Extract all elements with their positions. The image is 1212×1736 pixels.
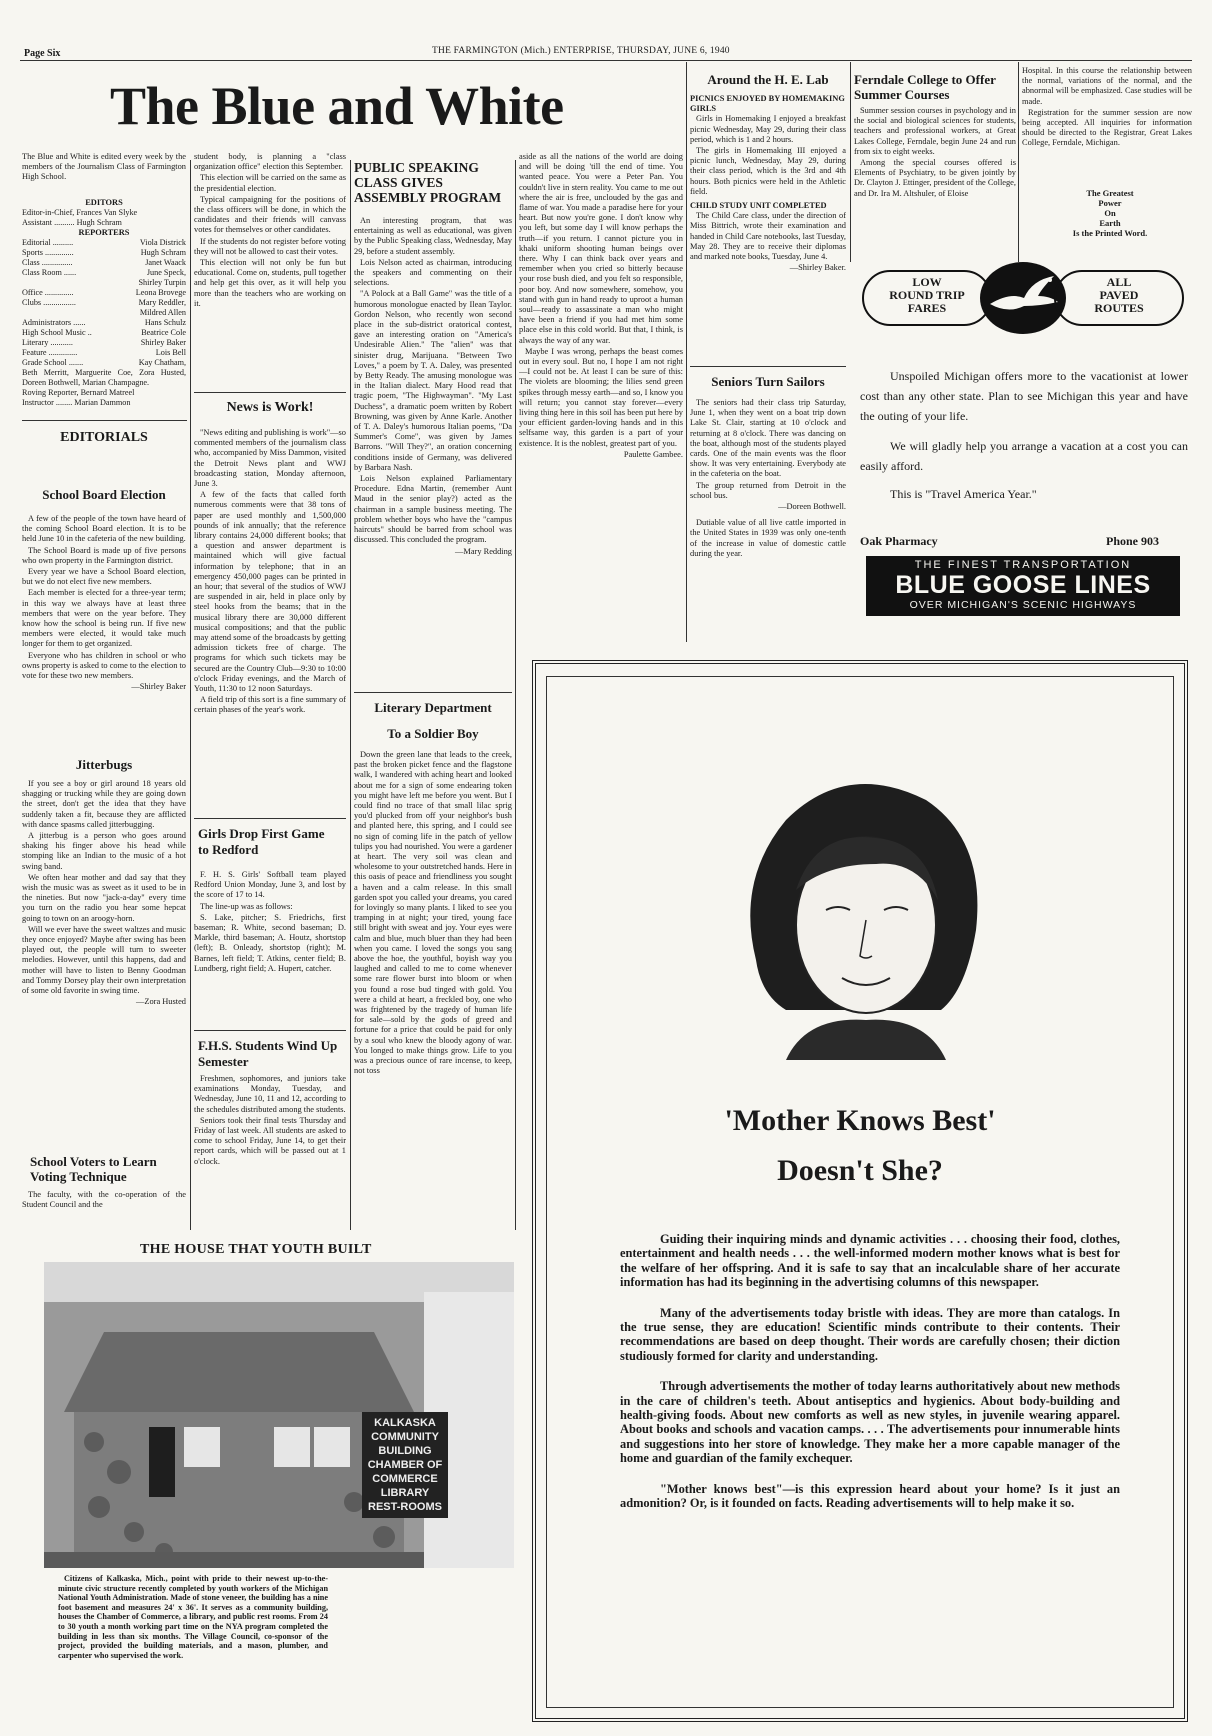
sign-line-3: BUILDING	[378, 1445, 432, 1457]
he-lab-body	[690, 94, 846, 362]
jitterbugs-body	[22, 779, 186, 1151]
literary-p1: Down the green lane that leads to the creek, past the broken picket fence and the flagstone walk, I wandered with aching heart and looked about me for a sign of some endearing token you might have left me before you went. But I could find no trace of that small lilac sprig you'd plucked from off your neighbor's bush and planted here, this spring, and I could see no sign of coming life in the patch of yellow tulips you had nourished. You were a gardener at heart. The very soil was clean and wholesome to your outstretched hands. Here in this oasis of peace and friendliness you sought a haven and a calm release. In this small garden spot you called your dreams, you cared for lovingly so many plants. I liked to see you tramping in at night; your tired, young face still bright with sweat and joy. Your eyes were calm and blue, much bluer than they had been when you came. I loved the songs you sang above the hoe, the youthful, boyish way you laughed and called to me to come whenever some rare flower burst into bloom or when you found a rose bud tinged with gold. You were a child at heart, a freckled boy, one who was frightened by the tragedy of human life for sale—sold by the gods of greed and fortune for a price that could be paid for only by a soul who knew the bloody agony of war. You longed to make things grow. Life to you was a precious ounce of rare incense, to keep, not toss	[354, 750, 512, 1076]
paved-routes-line1: ALL	[1106, 275, 1132, 289]
grade-school-reporters: Beth Merritt, Marguerite Coe, Zora Husted, Doreen Bothwell, Marian Champagne.	[22, 368, 186, 387]
he-lab-p3: The Child Care class, under the direction of Miss Bittrich, wrote their examination and handed in Child Care notebooks, last Tuesday, May 28. They are to receive their diplomas and marked note books, Tuesday, June 4.	[690, 211, 846, 262]
mother-headline-1: 'Mother Knows Best'	[724, 1104, 996, 1137]
public-speaking-heading: PUBLIC SPEAKING CLASS GIVES ASSEMBLY PROGRAM	[354, 160, 502, 205]
bus-ad-p3: This is "Travel America Year."	[890, 487, 1037, 501]
paved-routes-line3: ROUTES	[1094, 301, 1144, 315]
he-lab-heading: Around the H. E. Lab	[707, 72, 829, 87]
fhs-wind-heading: F.H.S. Students Wind Up Semester	[198, 1038, 338, 1069]
seniors-p1: The seniors had their class trip Saturday, June 1, when they went on a boat trip down Lake St. Clair, starting at 10 o'clock and returning at 8 o'clock. There was dancing on the boat, although most of the students played cards. One of the main events was the floor show. It was very entertaining. Everybody ate in the cafeteria on the boat.	[690, 398, 846, 479]
bus-ad-p1: Unspoiled Michigan offers more to the vacationist at lower cost than any other state. Plan to see Michigan this year and have the outing of your life.	[860, 369, 1188, 423]
seniors-sig: —Doreen Bothwell.	[778, 502, 846, 512]
staff-row	[22, 358, 186, 368]
sign-line-2: COMMUNITY	[371, 1431, 439, 1443]
banner-bottom-line: OVER MICHIGAN'S SCENIC HIGHWAYS	[909, 599, 1137, 611]
staff-person: Hans Schulz	[144, 318, 186, 327]
sign-line-1: KALKASKA	[374, 1417, 436, 1429]
school-voters-heading: School Voters to Learn Voting Technique	[30, 1154, 157, 1184]
banner-top-line: THE FINEST TRANSPORTATION	[914, 559, 1132, 571]
girls-drop-heading: Girls Drop First Game to Redford	[198, 826, 325, 857]
girls-drop-p1: F. H. S. Girls' Softball team played Redford Union Monday, June 3, and lost by the score of 17 to 14.	[194, 870, 346, 900]
staff-role: Administrators ......	[22, 318, 86, 327]
public-speaking-p1: An interesting program, that was entertaining as well as educational, was given by the Public Speaking class, Wednesday, May 29, before a student assembly.	[354, 216, 512, 256]
youth-title: THE HOUSE THAT YOUTH BUILT	[140, 1242, 372, 1257]
staff-box	[22, 198, 186, 408]
he-lab-sig: —Shirley Baker.	[789, 263, 846, 273]
mother-ad-p4: "Mother knows best"—is this expression heard about your home? Is it just an admonition? Or, is it founded on facts. Reading advertisements will to help make it so.	[620, 1481, 1120, 1511]
blue-goose-banner	[866, 556, 1180, 616]
low-fares-line3: FARES	[907, 301, 947, 315]
public-speaking-p2: Lois Nelson acted as chairman, introducing the speakers and commenting on their selections.	[354, 257, 512, 288]
literary-body	[354, 750, 512, 1212]
staff-row	[22, 248, 186, 258]
editorials-heading: EDITORIALS	[60, 430, 148, 445]
fhs-wind-body	[194, 1074, 346, 1214]
staff-person: Janet Waack	[145, 258, 186, 267]
staff-role: Sports ..............	[22, 248, 74, 257]
jitterbugs-p1: If you see a boy or girl around 18 years old shagging or trucking while they are going down the street, don't get the idea that they have suddenly taken a fit, because they are afflicted with dance spasms called jitterbugging.	[22, 779, 186, 829]
staff-role: High School Music ..	[22, 328, 92, 337]
youth-photo	[44, 1262, 514, 1568]
col4-p2: Maybe I was wrong, perhaps the beast comes out in every soul. But no, I hope I am not right—I could not be. At least I can be sure of this: The violets are blooming; the lilies send green spikes through messy earth—and so, I know you will return; you cannot stay forever—every living thing here in this soil has been put here by your efficient garden-loving hands and in this selfsame way, this garden is a part of your existence. It is the noblest, greatest part of you.	[519, 346, 683, 448]
school-voters-body: The faculty, with the co-operation of the Student Council and the	[22, 1190, 186, 1210]
kalkaska-sign	[362, 1412, 448, 1518]
pharmacy-phone: Phone 903	[1106, 534, 1160, 548]
staff-row	[22, 338, 186, 348]
col2-p2: This election will be carried on the same as the presidential election.	[194, 173, 346, 193]
staff-person: Shirley Turpin	[138, 278, 186, 287]
seniors-body	[690, 398, 846, 638]
editor-in-chief: Editor-in-Chief, Frances Van Slyke	[22, 208, 138, 217]
staff-role: Literary ...........	[22, 338, 73, 347]
staff-intro: The Blue and White is edited every week by the members of the Journalism Class of Farmington High School.	[22, 152, 186, 182]
editors-heading: EDITORS	[85, 198, 123, 207]
literary-subheading: To a Soldier Boy	[387, 726, 479, 741]
col4-body	[519, 152, 683, 638]
literary-heading: Literary Department	[374, 700, 492, 715]
roving-reporter: Roving Reporter, Bernard Matreel	[22, 388, 135, 397]
school-board-p4: Each member is elected for a three-year term; in this way we always have at least three members that were on the year before. They know how the school is being run. If five new members were elected, it would take much longer for them to get organized.	[22, 588, 186, 649]
sign-line-6: LIBRARY	[380, 1487, 430, 1499]
news-work-p1: "News editing and publishing is work"—so commented members of the journalism class who, accompanied by Miss Dammon, visited the Detroit News plant and WWJ broadcasting station, Monday afternoon, June 3.	[194, 428, 346, 489]
slogan-line-4: Earth	[1099, 218, 1121, 228]
staff-person: Shirley Baker	[140, 338, 186, 347]
col4-sig: Paulette Gambee.	[623, 449, 683, 459]
staff-person: June Speck,	[146, 268, 186, 277]
ferndale-p1: Summer session courses in psychology and in the social and biological sciences for students, teachers and professional workers, at Great Lakes College, Ferndale, begin June 24 and run from six to eight weeks.	[854, 106, 1016, 156]
staff-role: Editorial ..........	[22, 238, 74, 247]
public-speaking-sig: —Mary Redding	[455, 546, 512, 556]
staff-row	[22, 328, 186, 338]
page-title: The Blue and White	[110, 76, 564, 136]
paved-routes-box	[1054, 270, 1184, 326]
jitterbugs-p2: A jitterbug is a person who goes around shaking his finger above his head while stomping like an Indian to the music of a hot swing band.	[22, 831, 186, 871]
bus-ad	[854, 262, 1192, 634]
staff-row	[22, 308, 186, 318]
staff-row	[22, 268, 186, 278]
masthead-line: THE FARMINGTON (Mich.) ENTERPRISE, THURSDAY, JUNE 6, 1940	[432, 46, 730, 56]
mother-ad-p3: Through advertisements the mother of today learns authoritatively about new methods in the care of children's teeth. About antiseptics and hygienics. About body-building and health-giving foods. About new comforts as well as new styles, in juvenile wearing apparel. About books and schools and vacation camps. . . . The advertisements pour innumerable hints and suggestions into her store of knowledge. They make her a more capable manager of the home and guardian of the family exchequer.	[620, 1379, 1120, 1466]
seniors-heading: Seniors Turn Sailors	[711, 374, 825, 389]
slogan-line-5: Is the Printed Word.	[1072, 228, 1148, 238]
col4-p1: aside as all the nations of the world are doing and will be doing 'till the end of time. You wanted peace. You were a Peter Pan. You couldn't live in stern reality. You came to me out where the air is free, unclouded by the gas and flame of war. You made a paradise here for your heart. But now you're gone. I don't know why you left, but some day I will know perhaps the truth—if you return. I cannot picture you in khaki uniform shooting human beings over there. Why I can think back over years and remember when you cried so bitterly because your rose bush died, and you felt so responsible, poor boy. And now somewhere, somehow, you stand with gun in hand ready to uproot a human soul—ready to assassinate a man who might have been a friend if you had met him some place else in this cold world. But that, I think, is always the way of any war.	[519, 152, 683, 345]
seniors-p2: The group returned from Detroit in the school bus.	[690, 480, 846, 500]
staff-row	[22, 348, 186, 358]
bus-ad-text	[860, 366, 1188, 504]
instructor: Instructor ........ Marian Dammon	[22, 398, 131, 407]
mother-ad-p2: Many of the advertisements today bristle with ideas. They are more than catalogs. In the true sense, they are education! Scientific minds contribute to their contents. Their recommendations are based on deep thought. Their words are carefully chosen; their diction studiously formed for clarity and understanding.	[620, 1305, 1120, 1363]
school-board-p1: A few of the people of the town have heard of the coming School Board election. It is to be held June 10 in the cafeteria of the new building.	[22, 514, 186, 544]
staff-rows	[22, 238, 186, 368]
slogan-line-2: Power	[1098, 198, 1122, 208]
staff-person: Mildred Allen	[139, 308, 186, 317]
public-speaking-p3: "A Polock at a Ball Game" was the title of a humorous monologue enacted by Ilean Taylor. Gordon Nelson, who recently won second place in the sub-district oratorical contest, gave an interesting oration on "America's Undesirable Alien." The "alien" was that sinister drug, Marijuana. "Between Two Loves," a poem by T. A. Daley, was presented by Betty Ready. The amusing monologue was in the Italian dialect. Mary Hood read that tragic poem, "The Highwayman". "My Last Duchess", a dramatic poem written by Robert Browning, was given by Anne Karle. Another of T. A. Daley's humorous Italian poems, "Da Summer's Come", was given by James Barrons. "Will They?", an oration concerning conditions inside of Germany, was delivered by Barbara Nash.	[354, 289, 512, 472]
jitterbugs-p3: We often hear mother and dad say that they wish the music was as sweet as it used to be in the nineties. But now "jack-a-day" every time you turn on the radio you hear some hepcat going to town on an aroogy-horn.	[22, 872, 186, 923]
printed-word-slogan	[1040, 188, 1180, 238]
sign-line-5: COMMERCE	[372, 1473, 438, 1485]
mother-portrait	[726, 760, 996, 1060]
staff-role: Class Room ......	[22, 268, 77, 277]
staff-row	[22, 318, 186, 328]
staff-person: Viola Districk	[139, 238, 186, 247]
staff-row	[22, 288, 186, 298]
mother-ad-p1: Guiding their inquiring minds and dynamic activities . . . choosing their food, clothes, entertainment and health needs . . . the well-informed modern mother knows what is best for the welfare of her offspring. And it is safe to say that an incalculable share of her accurate information has had its beginning in the advertising columns of this newspaper.	[620, 1232, 1120, 1290]
ferndale-p2: Among the special courses offered is Elements of Psychiatry, to be given jointly by Dr. Clayton J. Ettinger, president of the College, and Dr. Ira M. Altshuler, of Eloise	[854, 158, 1016, 198]
fhs-wind-p1: Freshmen, sophomores, and juniors take examinations Monday, Tuesday, and Wednesday, June 10, 11 and 12, according to the schedules distributed among the students.	[194, 1074, 346, 1114]
he-lab-p1: Girls in Homemaking I enjoyed a breakfast picnic Wednesday, May 29, during their class period, which is 1 and 2 hours.	[690, 114, 846, 144]
public-speaking-p4: Lois Nelson explained Parliamentary Procedure. Edna Martin, (remember Aunt Maud in the senior play?) acted as the chairman in a sample business meeting. The problem whether boys who have the "campus haircuts" should be barred from school was discussed. This concluded the program.	[354, 474, 512, 545]
school-board-p3: Every year we have a School Board election, but we do not elect five new members.	[22, 567, 186, 587]
jitterbugs-heading: Jitterbugs	[75, 757, 133, 772]
paved-routes-line2: PAVED	[1099, 288, 1139, 302]
news-work-heading: News is Work!	[226, 400, 314, 415]
staff-person: Beatrice Cole	[141, 328, 186, 337]
sign-line-4: CHAMBER OF	[367, 1459, 443, 1471]
oak-pharmacy: Oak Pharmacy	[860, 534, 938, 548]
slogan-line-3: On	[1104, 208, 1116, 218]
low-fares-box	[862, 270, 992, 326]
banner-main-line: BLUE GOOSE LINES	[895, 571, 1151, 599]
mother-ad-frame	[532, 660, 1188, 1722]
ferndale-heading: Ferndale College to Offer Summer Courses	[854, 72, 996, 102]
col2-p3: Typical campaigning for the positions of the class officers will be done, in which the candidates and their friends will canvass votes for themselves or other candidates.	[194, 194, 346, 235]
reporters-heading: REPORTERS	[78, 228, 130, 237]
slogan-line-1: The Greatest	[1086, 188, 1134, 198]
girls-drop-p3: S. Lake, pitcher; S. Friedrichs, first baseman; R. White, second baseman; D. Markle, third baseman; A. Houtz, shortstop (left); B. Onleady, shortstop (right); M. Barnes, left field; T. Atkins, center field; B. Lundberg, right field; A. Hupert, catcher.	[194, 912, 346, 973]
assistant-editor: Assistant .......... Hugh Schram	[22, 218, 122, 227]
he-lab-sub1: PICNICS ENJOYED BY HOMEMAKING GIRLS	[690, 94, 845, 114]
staff-row	[22, 278, 186, 288]
school-board-p5: Everyone who has children in school or who owns property is asked to come to the election to vote for these two new members.	[22, 650, 186, 681]
staff-role: Grade School .......	[22, 358, 84, 367]
ferndale-body	[854, 106, 1016, 256]
staff-row	[22, 238, 186, 248]
ferndale-cont-p2: Registration for the summer session are now being accepted. All inquiries for information should be directed to the Registrar, Great Lakes College, Ferndale, Michigan.	[1022, 107, 1192, 148]
fhs-wind-p2: Seniors took their final tests Thursday and Friday of last week. All students are asked to come to school Friday, June 14, to get their report cards, which will be passed out at 1 o'clock.	[194, 1115, 346, 1166]
staff-role: Clubs ................	[22, 298, 76, 307]
col2-p4: If the students do not register before voting they will not be allowed to cast their votes.	[194, 236, 346, 256]
news-work-p2: A few of the facts that called forth numerous comments were that 38 tons of paper are used monthly and 1,500,000 pounds of ink annually; that the reference library contains 24,000 different books; that a question and answer department is maintained which will give factual information by telephone; that in an emergency 450,000 pages can be printed in an hour; that several of the studios of WWJ are suspended in air, held in place only by steel hooks from the beams; that in the musical library there are 30,000 different musical compositions; and that the public may attend some of the broadcasts by getting admission tickets free of charge. The programs for which such tickets may be secured are the Country Club—9:30 to 10:00 o'clock Friday evenings, and the March of Youth, 11:30 to 12 noon Saturdays.	[194, 490, 346, 694]
col2-p1: student body, is planning a "class organization office" election this September.	[194, 152, 346, 172]
jitterbugs-sig: —Zora Husted	[135, 997, 186, 1007]
staff-person: Mary Reddler,	[138, 298, 186, 307]
low-fares-line1: LOW	[912, 275, 942, 289]
ferndale-cont-body	[1022, 66, 1192, 178]
low-fares-line2: ROUND TRIP	[889, 288, 965, 302]
news-work-body	[194, 428, 346, 812]
he-lab-p2: The girls in Homemaking III enjoyed a picnic lunch, Wednesday, May 29, during their class period, which is the 3rd and 4th hours. Both picnics were held in the Athletic field.	[690, 146, 846, 196]
he-lab-sub2: CHILD STUDY UNIT COMPLETED	[690, 201, 827, 211]
news-work-p3: A field trip of this sort is a fine summary of certain phases of the year's work.	[194, 695, 346, 715]
ferndale-cont-p1: Hospital. In this course the relationship between the normal, variations of the normal, and the abnormal will be emphasized. Case studies will be made.	[1022, 66, 1192, 106]
girls-drop-body	[194, 870, 346, 1034]
school-board-p2: The School Board is made up of five persons who own property in the Farmington district.	[22, 545, 186, 565]
staff-person: Hugh Schram	[140, 248, 186, 257]
public-speaking-body	[354, 216, 512, 686]
school-board-sig: —Shirley Baker	[131, 682, 186, 692]
cattle-filler: Dutiable value of all live cattle imported in the United States in 1939 was only one-tenth of the increase in value of domestic cattle during the year.	[690, 518, 846, 558]
jitterbugs-p4: Will we ever have the sweet waltzes and music they once enjoyed? Maybe after swing has been played out, the people will turn to sweeter melodies. However, until this happens, dad and mother will have to listen to Benny Goodman and Tommy Dorsey play their own interpretation of some old favorite in swing time.	[22, 924, 186, 996]
staff-person: Lois Bell	[155, 348, 186, 357]
mother-ad-body	[620, 1232, 1120, 1511]
staff-person: Leona Brovege	[135, 288, 186, 297]
sign-line-7: REST-ROOMS	[368, 1501, 442, 1513]
staff-role: Feature ..............	[22, 348, 78, 357]
girls-drop-p2: The line-up was as follows:	[200, 901, 293, 911]
staff-role: Office ..............	[22, 288, 74, 297]
staff-person: Kay Chatham,	[138, 358, 186, 367]
staff-role: Class ...............	[22, 258, 73, 267]
youth-caption: Citizens of Kalkaska, Mich., point with pride to their newest up-to-the-minute civic structure recently completed by youth workers of the Michigan National Youth Administration. Made of stone veneer, the building has a nine foot basement and measures 24' x 36'. It serves as a community building, houses the Chamber of Commerce, a library, and public rest rooms. From 24 to 30 youth a month working part time on the NYA program completed the building in less than six months. The Village Council, co-sponsor of the project, provided the building materials, and a mason, plumber, and carpenter who supervised the work.	[58, 1574, 328, 1660]
col2-body	[194, 152, 346, 388]
bus-ad-p2: We will gladly help you arrange a vacation at a cost you can easily afford.	[860, 439, 1188, 473]
school-board-heading: School Board Election	[42, 487, 166, 502]
page-number: Page Six	[24, 48, 61, 59]
mother-headline-2: Doesn't She?	[777, 1154, 943, 1187]
staff-row	[22, 258, 186, 268]
staff-row	[22, 298, 186, 308]
school-board-body	[22, 514, 186, 748]
col2-p5: This election will not only be fun but educational. Come on, students, pull together and help get this over, as it will help you more than the teachers who are working on it.	[194, 258, 346, 308]
